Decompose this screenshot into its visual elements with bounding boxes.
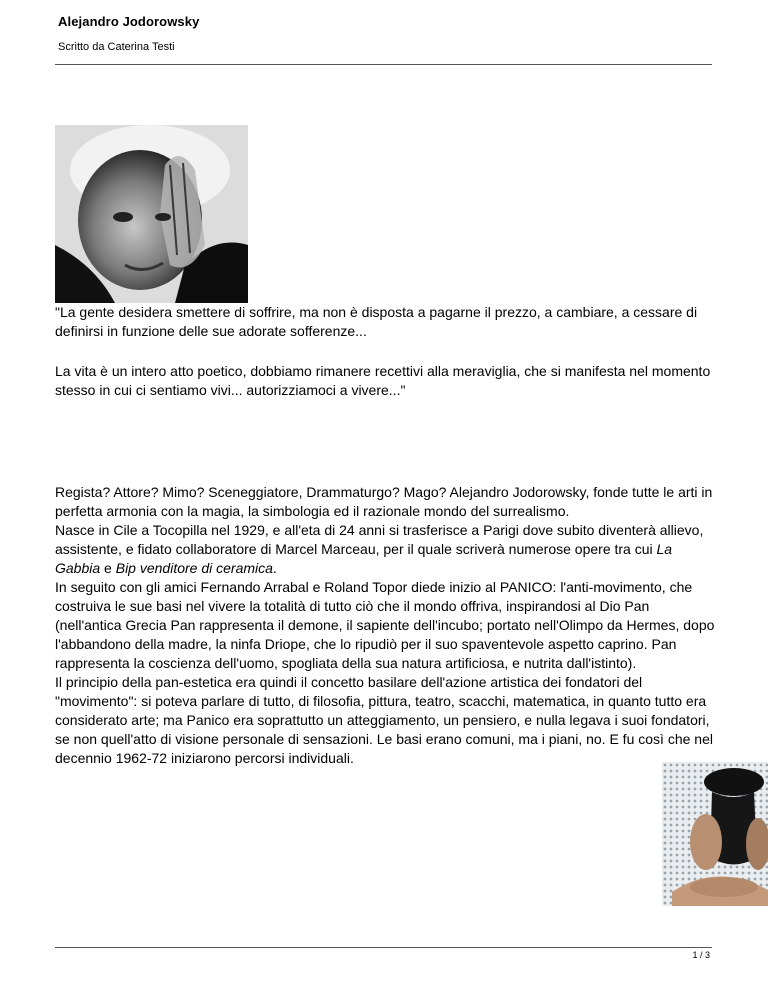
- paragraph-early-life: [55, 521, 717, 578]
- page-number: 1 / 3: [692, 950, 710, 960]
- footer-divider: [55, 947, 712, 948]
- period: .: [272, 560, 277, 576]
- paragraph-early-life-text: Nasce in Cile a Tocopilla nel 1929, e all'eta di 24 anni si trasferisce a Parigi dove subito diventerà allievo, assistente, e fidato collaboratore di Marcel Marceau, per il quale scriverà numerose opere tra cui: [55, 522, 704, 557]
- paragraph-pan-estetica: Il principio della pan-estetica era quindi il concetto basilare dell'azione artistica dei fondatori del "movimento": si poteva parlare di tutto, di filosofia, pittura, teatro, scacchi, matematica, in quanto tutto era considerato arte; ma Panico era soprattutto un atteggiamento, un pensiero, e nulla legava i suoi fondatori, se non quell'atto di visione personale di sensazioni. Le basi erano comuni, ma i piani, no. E fu così che nel decennio 1962-72 iniziarono percorsi individuali.: [55, 674, 713, 766]
- author-line: Scritto da Caterina Testi: [58, 41, 175, 53]
- paragraph-intro: Regista? Attore? Mimo? Sceneggiatore, Drammaturgo? Mago? Alejandro Jodorowsky, fonde tutte le arti in perfetta armonia con la magia, la simbologia ed il razionale mondo del surrealismo.: [55, 484, 713, 519]
- paragraph-panico: In seguito con gli amici Fernando Arrabal e Roland Topor diede inizio al PANICO: l'anti-movimento, che costruiva le sue basi nel vivere la totalità di tutto ciò che il mondo offriva, inspirandosi al Dio Pan (nell'antica Grecia Pan rappresenta il demone, il sapiente dell'incubo; portato nell'Olimpo da Hermes, dopo l'abbandono della madre, la ninfa Driope, che lo ripudiò per il suo spaventevole aspetto caprino. Pan rappresenta la coscienza dell'uomo, spogliata della sua natura artificiosa, e nutrita dall'istinto).: [55, 579, 715, 671]
- header-divider: [55, 64, 712, 65]
- work-title-la-gabbia: La Gabbia: [55, 541, 673, 576]
- panic-movement-photo: [662, 762, 768, 906]
- work-title-bip: Bip venditore di ceramica: [115, 560, 273, 576]
- quote-part-1: "La gente desidera smettere di soffrire, ma non è disposta a pagarne il prezzo, a cambiare, a cessare di definirsi in funzione delle sue adorate sofferenze...: [55, 304, 698, 339]
- quote-part-2: La vita è un intero atto poetico, dobbiamo rimanere recettivi alla meraviglia, che si manifesta nel momento stesso in cui ci sentiamo vivi... autorizziamoci a vivere...": [55, 363, 711, 398]
- document-title: Alejandro Jodorowsky: [58, 14, 200, 29]
- portrait-photo: [55, 125, 248, 303]
- conjunction: e: [104, 560, 112, 576]
- biography-text: [55, 483, 717, 768]
